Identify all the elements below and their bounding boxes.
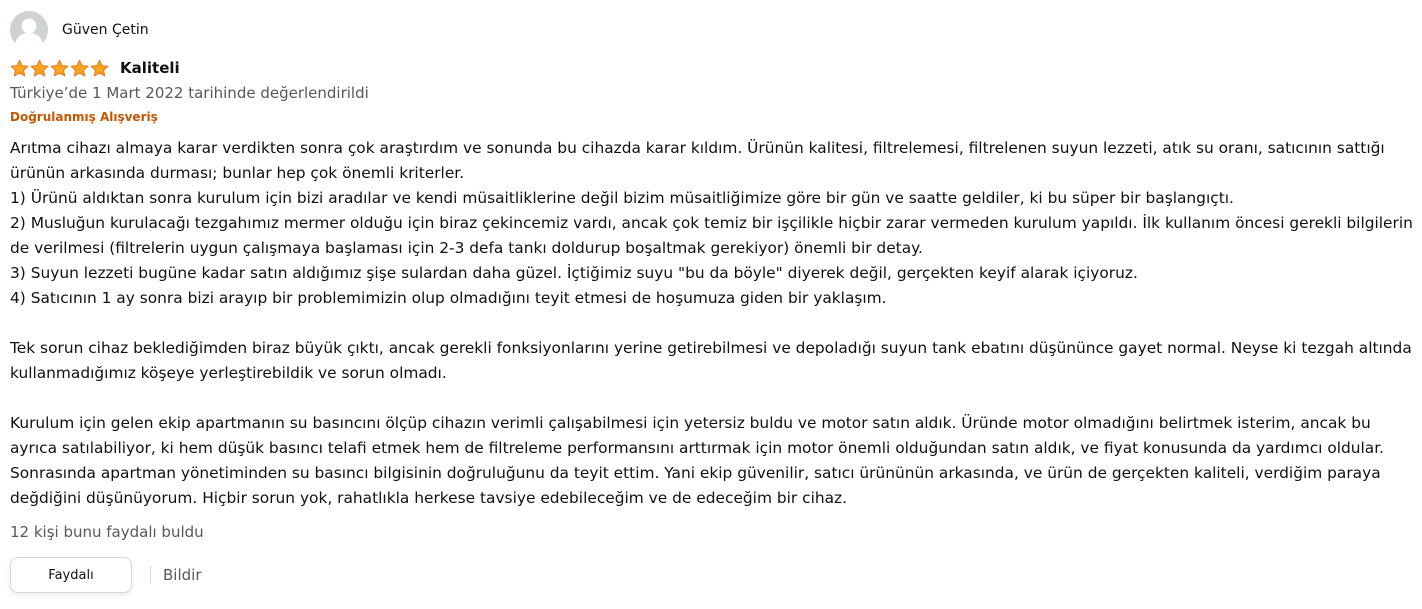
star-rating[interactable]: [10, 59, 109, 78]
star-icon: [30, 59, 49, 78]
reviewer-name[interactable]: Güven Çetin: [62, 22, 149, 38]
star-icon: [70, 59, 89, 78]
review-paragraph-spacer: [10, 311, 1414, 336]
review-paragraph-spacer: [10, 386, 1414, 411]
review-paragraph: Kurulum için gelen ekip apartmanın su basıncını ölçüp cihazın verimli çalışabilmesi için yetersiz buldu ve motor satın aldık. Üründe motor olmadığını belirtmek isterim, ancak bu ayrıca satılabiliyor, ki hem düşük basıncı telafi etmek hem de filtreleme performansını arttırmak için motor önemli olduğundan satın aldık, ve fiyat konusunda da yardımcı oldular. Sonrasında apartman yönetiminden su basıncı bilgisinin doğruluğunu da teyit ettim. Yani ekip güvenilir, satıcı ürününün arkasında, ve ürün de gerçekten kaliteli, verdiğim paraya değdiğini düşünüyorum. Hiçbir sorun yok, rahatlıkla herkese tavsiye edebileceğim ve de edeceğim bir cihaz.: [10, 414, 1389, 507]
divider: [150, 566, 151, 584]
rating-row: [10, 57, 180, 79]
verified-purchase-badge[interactable]: Doğrulanmış Alışveriş: [10, 110, 158, 124]
user-silhouette-icon: [10, 11, 48, 49]
reviewer-profile[interactable]: [10, 11, 149, 49]
review-paragraph: Arıtma cihazı almaya karar verdikten sonra çok araştırdım ve sonunda bu cihazda karar kıldım. Ürünün kalitesi, filtrelemesi, filtrelenen suyun lezzeti, atık su oranı, satıcının sattığı ürünün arkasında durması; bunlar hep çok önemli kriterler. 1) Ürünü aldıktan sonra kurulum için bizi aradılar ve kendi müsaitliklerine değil bizim müsaitliğimize göre bir gün ve saatte geldiler, ki bu süper bir başlangıçtı. 2) Musluğun kurulacağı tezgahımız mermer olduğu için biraz çekincemiz vardı, ancak çok temiz bir işçilikle hiçbir zarar vermeden kurulum yapıldı. İlk kullanım öncesi gerekli bilgilerin de verilmesi (filtrelerin uygun çalışmaya başlaması için 2-3 defa tankı doldurup boşaltmak gerekiyor) önemli bir detay. 3) Suyun lezzeti bugüne kadar satın aldığımız şişe sulardan daha güzel. İçtiğimiz suyu "bu da böyle" diyerek değil, gerçekten keyif alarak içiyoruz. 4) Satıcının 1 ay sonra bizi arayıp bir problemimizin olup olmadığını teyit etmesi de hoşumuza giden bir yaklaşım.: [10, 139, 1413, 307]
report-link[interactable]: Bildir: [163, 566, 202, 584]
review-body: [10, 136, 1417, 511]
avatar: [10, 11, 48, 49]
helpful-button[interactable]: Faydalı: [10, 557, 132, 593]
review-title[interactable]: Kaliteli: [120, 59, 180, 77]
star-icon: [50, 59, 69, 78]
review-actions: [10, 556, 201, 594]
review-paragraph: Tek sorun cihaz beklediğimden biraz büyük çıktı, ancak gerekli fonksiyonlarını yerine getirebilmesi ve depoladığı suyun tank ebatını düşününce gayet normal. Neyse ki tezgah altında kullanmadığımız köşeye yerleştirebildik ve sorun olmadı.: [10, 339, 1417, 382]
star-icon: [90, 59, 109, 78]
star-icon: [10, 59, 29, 78]
helpful-count: 12 kişi bunu faydalı buldu: [10, 523, 204, 541]
review-date: Türkiye’de 1 Mart 2022 tarihinde değerlendirildi: [10, 84, 369, 102]
